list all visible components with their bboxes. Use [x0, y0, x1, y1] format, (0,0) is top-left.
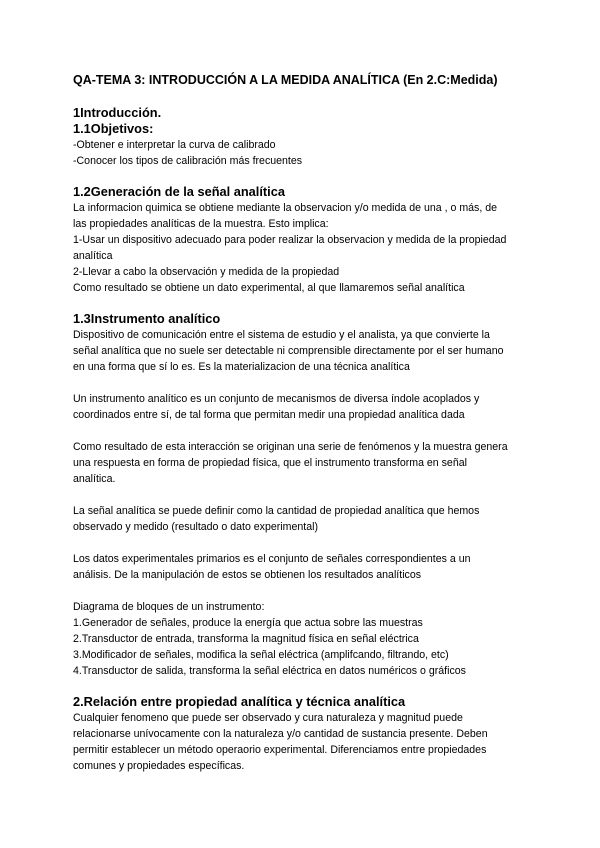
diagram-item: 1.Generador de señales, produce la energía que actua sobre las muestras	[73, 617, 423, 629]
diagram-item: 4.Transductor de salida, transforma la señal eléctrica en datos numéricos o gráficos	[73, 665, 466, 677]
paragraph-line: señal analítica que no suele ser detectable ni comprensible directamente por el ser humano	[73, 345, 504, 357]
paragraph-line: Un instrumento analítico es un conjunto de mecanismos de diversa índole acoplados y	[73, 393, 480, 405]
paragraph-line: análisis. De la manipulación de estos se obtienen los resultados analíticos	[73, 569, 422, 581]
paragraph-line: Como resultado se obtiene un dato experimental, al que llamaremos señal analítica	[73, 282, 465, 294]
paragraph-line: relacionarse unívocamente con la naturaleza y/o cantidad de sustancia presente. Deben	[73, 728, 488, 740]
paragraph-line: analítica.	[73, 473, 116, 485]
section-1-1-heading: 1.1Objetivos:	[73, 121, 154, 136]
section-1-heading: 1Introducción.	[73, 105, 162, 120]
paragraph-line: Como resultado de esta interacción se originan una serie de fenómenos y la muestra genera	[73, 441, 508, 453]
paragraph-line: las propiedades analíticas de la muestra. Esto implica:	[73, 218, 329, 230]
paragraph-line: La informacion quimica se obtiene mediante la observacion y/o medida de una , o más, de	[73, 202, 497, 214]
diagram-item: 3.Modificador de señales, modifica la señal eléctrica (amplifcando, filtrando, etc)	[73, 649, 449, 661]
paragraph-line: Cualquier fenomeno que puede ser observado y cura naturaleza y magnitud puede	[73, 712, 463, 724]
paragraph-line: en una forma que sí lo es. Es la materializacion de una técnica analítica	[73, 361, 410, 373]
paragraph-line: 1-Usar un dispositivo adecuado para poder realizar la observacion y medida de la propiedad	[73, 234, 507, 246]
diagram-heading: Diagrama de bloques de un instrumento:	[73, 601, 265, 613]
paragraph-line: La señal analítica se puede definir como la cantidad de propiedad analítica que hemos	[73, 505, 480, 517]
document-title: QA-TEMA 3: INTRODUCCIÓN A LA MEDIDA ANALÍTICA (En 2.C:Medida)	[73, 73, 498, 87]
paragraph-line: una respuesta en forma de propiedad física, que el instrumento transforma en señal	[73, 457, 467, 469]
paragraph-line: Dispositivo de comunicación entre el sistema de estudio y el analista, ya que convierte la	[73, 329, 490, 341]
paragraph-line: coordinados entre sí, de tal forma que permitan medir una propiedad analítica dada	[73, 409, 465, 421]
paragraph-line: permitir establecer un método operaorio experimental. Diferenciamos entre propiedades	[73, 744, 487, 756]
paragraph-line: observado y medido (resultado o dato experimental)	[73, 521, 318, 533]
paragraph-line: 2-Llevar a cabo la observación y medida de la propiedad	[73, 266, 340, 278]
document-content	[73, 72, 543, 774]
objective-line: -Conocer los tipos de calibración más frecuentes	[73, 155, 303, 167]
diagram-item: 2.Transductor de entrada, transforma la magnitud física en señal eléctrica	[73, 633, 419, 645]
objective-line: -Obtener e interpretar la curva de calibrado	[73, 139, 276, 151]
paragraph-line: analítica	[73, 250, 113, 262]
paragraph-line: Los datos experimentales primarios es el conjunto de señales correspondientes a un	[73, 553, 471, 565]
section-1-2-heading: 1.2Generación de la señal analítica	[73, 184, 285, 199]
paragraph-line: comunes y propiedades específicas.	[73, 760, 245, 772]
section-1-3-heading: 1.3Instrumento analítico	[73, 311, 221, 326]
section-2-heading: 2.Relación entre propiedad analítica y técnica analítica	[73, 694, 406, 709]
